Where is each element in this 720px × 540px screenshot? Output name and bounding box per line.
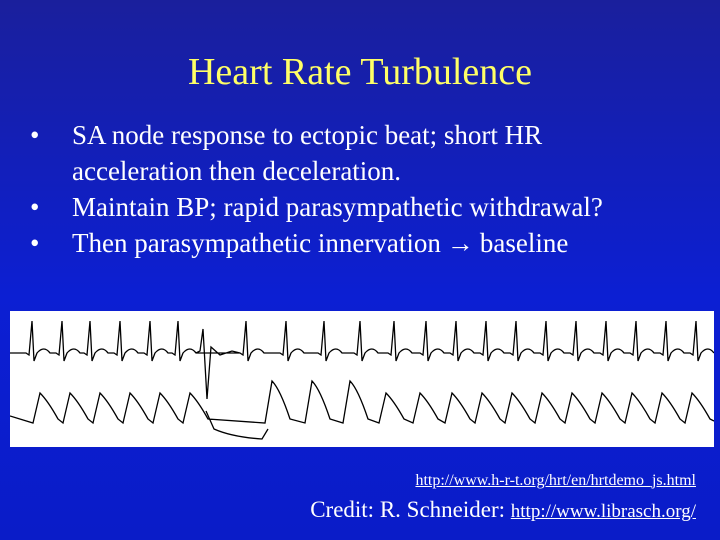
figure-source-link[interactable]: http://www.h-r-t.org/hrt/en/hrtdemo_js.html bbox=[415, 472, 696, 489]
bullet-list bbox=[30, 117, 710, 261]
bullet-glyph: • bbox=[30, 120, 40, 150]
blood-pressure-trace bbox=[10, 381, 714, 439]
slide-title: Heart Rate Turbulence bbox=[187, 51, 533, 93]
bullet-item-3 bbox=[30, 225, 710, 261]
bullet-3-text-after: baseline bbox=[479, 228, 569, 258]
bullet-glyph: • bbox=[30, 192, 40, 222]
bullet-item-1 bbox=[30, 117, 710, 189]
bullet-item-2 bbox=[30, 189, 710, 225]
ecg-bp-trace-figure bbox=[10, 311, 714, 447]
ecg-trace bbox=[10, 321, 714, 399]
bullet-2-text: Maintain BP; rapid parasympathetic withdrawal? bbox=[72, 192, 603, 222]
bullet-1-line-2: acceleration then deceleration. bbox=[72, 156, 402, 186]
bullet-1-line-1: SA node response to ectopic beat; short HR bbox=[72, 120, 543, 150]
bullet-glyph: • bbox=[30, 228, 40, 258]
right-arrow-icon: → bbox=[446, 228, 474, 258]
credit-line bbox=[310, 497, 696, 523]
credit-link[interactable]: http://www.librasch.org/ bbox=[510, 501, 696, 522]
trace-svg bbox=[10, 311, 714, 447]
bullet-3-text-before: Then parasympathetic innervation bbox=[72, 228, 441, 258]
credit-label: Credit: R. Schneider: bbox=[310, 497, 506, 522]
